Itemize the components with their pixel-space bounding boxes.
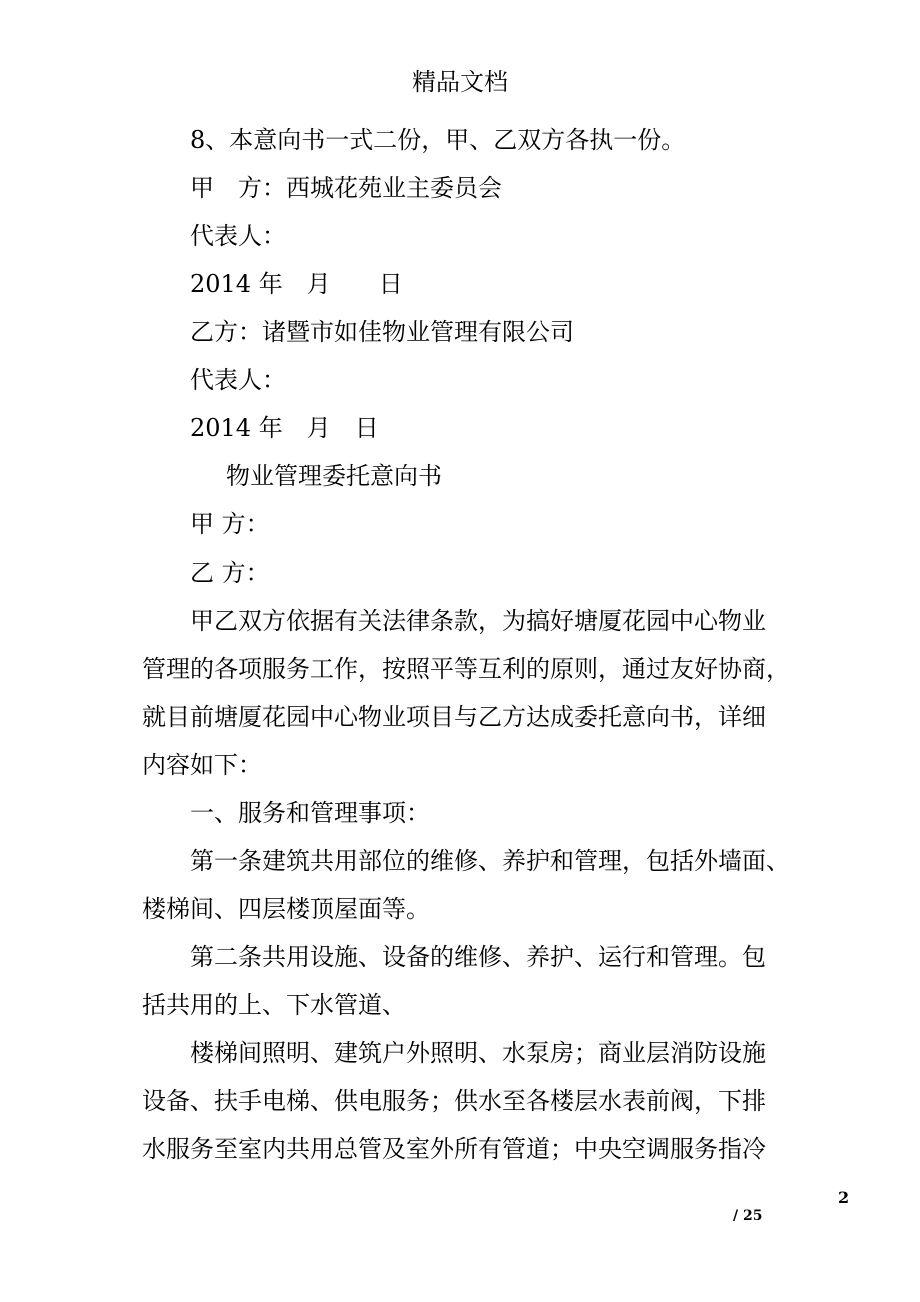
party-b-label: 乙 方： [190,559,270,587]
article-2-detail-line: 设备、扶手电梯、供电服务；供水至各楼层水表前阀，下排 [142,1087,766,1115]
party-a-representative: 代表人： [190,222,286,250]
party-b-name: 乙方：诸暨市如佳物业管理有限公司 [190,318,574,346]
intro-paragraph-line: 内容如下： [142,751,262,779]
party-a-date: 2014 年 月 日 [190,270,403,298]
party-b-representative: 代表人： [190,366,286,394]
article-1-line: 第一条建筑共用部位的维修、养护和管理，包括外墙面、 [190,847,790,875]
document-title: 物业管理委托意向书 [226,462,442,490]
intro-paragraph-line: 管理的各项服务工作，按照平等互利的原则，通过友好协商， [142,655,790,683]
party-a-label: 甲 方： [190,510,270,538]
article-2-detail-line: 楼梯间照明、建筑户外照明、水泵房；商业层消防设施 [190,1039,766,1067]
intro-paragraph-line: 就目前塘厦花园中心物业项目与乙方达成委托意向书，详细 [142,703,766,731]
section-heading: 一、服务和管理事项： [190,799,430,827]
article-2-line: 括共用的上、下水管道、 [142,991,406,1019]
page-total: / 25 [733,1208,763,1224]
clause-8: 8、本意向书一式二份，甲、乙双方各执一份。 [190,126,686,154]
intro-paragraph-line: 甲乙双方依据有关法律条款，为搞好塘厦花园中心物业 [190,607,766,635]
article-2-detail-line: 水服务至室内共用总管及室外所有管道；中央空调服务指冷 [142,1135,766,1163]
article-2-line: 第二条共用设施、设备的维修、养护、运行和管理。包 [190,943,766,971]
article-1-line: 楼梯间、四层楼顶屋面等。 [142,895,430,923]
page-number: 2 [838,1188,850,1207]
party-b-date: 2014 年 月 日 [190,414,379,442]
document-header: 精品文档 [412,68,508,96]
party-a-name: 甲 方：西城花苑业主委员会 [190,174,502,202]
